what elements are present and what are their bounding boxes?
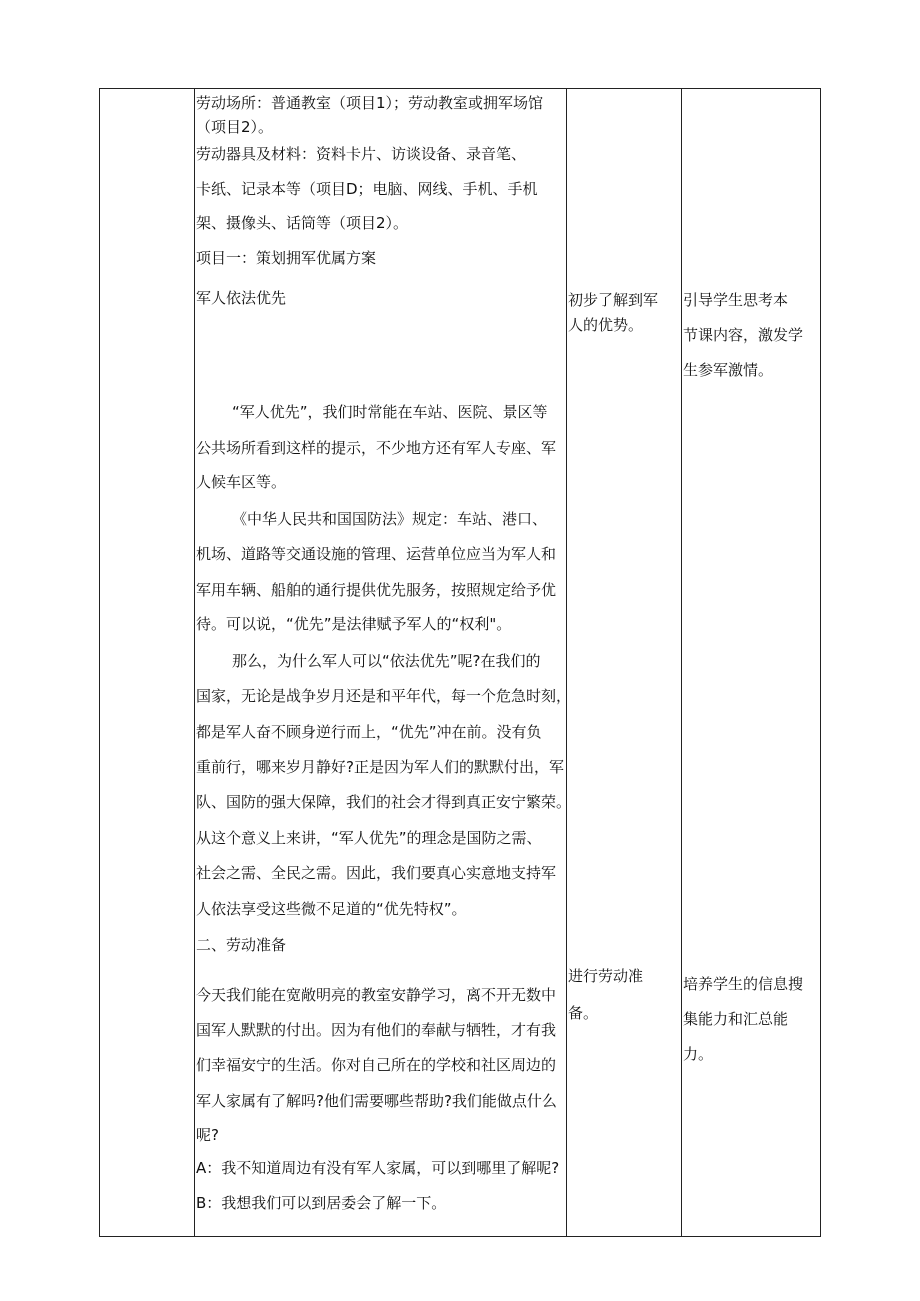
section-heading: 二、劳动准备 [196,936,287,954]
text-line: 人依法享受这些微不足道的“优先特权”。 [196,900,467,918]
text-line: 节课内容，激发学 [683,326,804,344]
text-line: 社会之需、全民之需。因此，我们要真心实意地支持军 [196,864,557,882]
text-line: 劳动器具及材料：资料卡片、访谈设备、录音笔、 [196,145,527,163]
text-line: 人的优势。 [568,316,644,334]
text-line: 备。 [568,1004,599,1022]
text-line: 《中华人民共和国国防法》规定：车站、港口、 [232,510,548,528]
text-line: 国军人默默的付出。因为有他们的奉献与牺牲，才有我 [196,1021,557,1039]
empty-first-column [100,89,194,1236]
text-line: 力。 [683,1045,714,1063]
text-line: 进行劳动准 [568,967,644,985]
student-activity-column [568,89,679,1236]
text-line: 人候车区等。 [196,473,287,491]
text-line: 卡纸、记录本等（项目D；电脑、网线、手机、手机 [196,180,538,198]
text-line: B：我想我们可以到居委会了解一下。 [196,1194,447,1212]
text-line: 引导学生思考本 [683,291,789,309]
text-line: 呢? [196,1126,219,1144]
text-line: 们幸福安宁的生活。你对自己所在的学校和社区周边的 [196,1056,557,1074]
text-line: 今天我们能在宽敞明亮的教室安静学习，离不开无数中 [196,986,557,1004]
column-divider [681,89,682,1236]
text-line: （项目2）。 [196,118,274,136]
text-line: 国家，无论是战争岁月还是和平年代，每一个危急时刻， [196,687,572,705]
text-line: 重前行，哪来岁月静好?正是因为军人们的默默付出，军 [196,758,564,776]
text-line: 从这个意义上来讲，“军人优先”的理念是国防之需、 [196,829,542,847]
text-line: 待。可以说，“优先”是法律赋予军人的“权利"。 [196,615,512,633]
column-divider [194,89,195,1236]
design-intent-column [683,89,819,1236]
text-line: 劳动场所：普通教室（项目1）；劳动教室或拥军场馆 [196,94,544,112]
text-line: 队、国防的强大保障，我们的社会才得到真正安宁繁荣。 [196,793,572,811]
text-line: 都是军人奋不顾身逆行而上，“优先”冲在前。没有负 [196,723,542,741]
section-heading: 项目一：策划拥军优属方案 [196,249,377,267]
text-line: A：我不知道周边有没有军人家属，可以到哪里了解呢? [196,1159,560,1177]
teaching-content-column [196,89,572,1236]
column-divider [566,89,567,1236]
lesson-table [99,88,821,1237]
text-line: 公共场所看到这样的提示，不少地方还有军人专座、军 [196,439,557,457]
text-line: 军人家属有了解吗?他们需要哪些帮助?我们能做点什么 [196,1092,557,1110]
text-line: 培养学生的信息搜 [683,975,804,993]
text-line: 初步了解到军 [568,291,659,309]
text-line: 生参军激情。 [683,361,774,379]
text-line: “军人优先”，我们时常能在车站、医院、景区等 [232,403,548,421]
text-line: 军用车辆、船舶的通行提供优先服务，按照规定给予优 [196,581,557,599]
text-line: 那么，为什么军人可以“依法优先”呢?在我们的 [232,652,541,670]
text-line: 机场、道路等交通设施的管理、运营单位应当为军人和 [196,545,557,563]
text-line: 架、摄像头、话筒等（项目2）。 [196,214,409,232]
text-line: 集能力和汇总能 [683,1010,789,1028]
subsection-heading: 军人依法优先 [196,289,287,307]
